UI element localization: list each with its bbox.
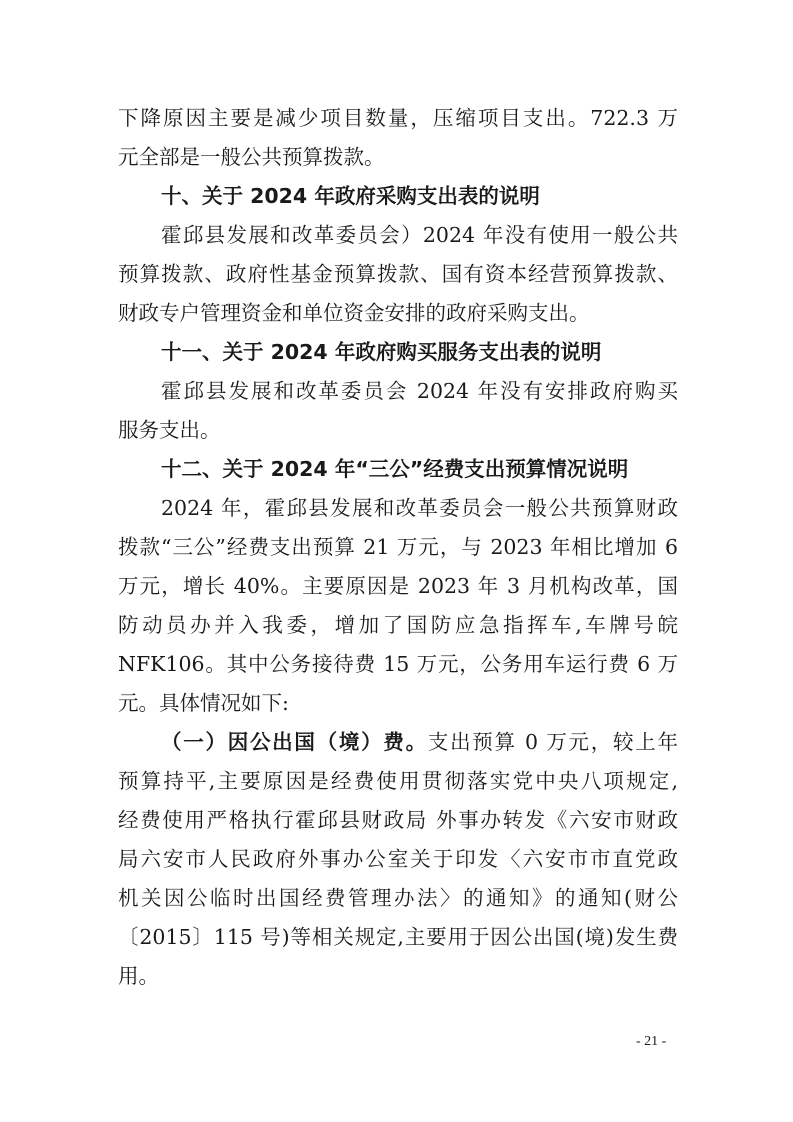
section-heading-12: 十二、关于 2024 年“三公”经费支出预算情况说明 [161,457,629,481]
body-text-run: 支出预算 0 万元，较上年 [427,730,678,754]
section-heading-11: 十一、关于 2024 年政府购买服务支出表的说明 [161,340,602,364]
body-text-line: 财政专户管理资金和单位资金安排的政府采购支出。 [118,301,590,325]
body-text-line: 用。 [118,964,159,988]
body-text-line: 2024 年，霍邱县发展和改革委员会一般公共预算财政 [161,496,678,520]
body-text-line: 服务支出。 [118,418,221,442]
subsection-paragraph-first-line [161,726,678,758]
body-text-line: 局六安市人民政府外事办公室关于印发〈六安市市直党政 [118,847,678,871]
subsection-heading-1: （一）因公出国（境）费。 [161,730,428,754]
body-text-line: 机关因公临时出国经费管理办法〉的通知》的通知(财公 [118,886,678,910]
body-text-line: 霍邱县发展和改革委员会 2024 年没有安排政府购买 [161,379,678,403]
body-text-line: 下降原因主要是减少项目数量，压缩项目支出。722.3 万 [118,106,678,130]
body-text-line: 〔2015〕115 号)等相关规定,主要用于因公出国(境)发生费 [118,925,678,949]
body-text-line: 元。具体情况如下: [118,691,289,715]
body-text-line: 经费使用严格执行霍邱县财政局 外事办转发《六安市财政 [118,808,678,832]
body-text-line: 防动员办并入我委，增加了国防应急指挥车,车牌号皖 [118,613,678,637]
body-text-line: 预算拨款、政府性基金预算拨款、国有资本经营预算拨款、 [118,262,678,286]
section-heading-10: 十、关于 2024 年政府采购支出表的说明 [161,184,540,208]
body-text-line: 万元，增长 40%。主要原因是 2023 年 3 月机构改革，国 [118,574,678,598]
body-text-line: 霍邱县发展和改革委员会）2024 年没有使用一般公共 [161,223,678,247]
page-number: - 21 - [636,1034,667,1049]
body-text-line: 预算持平,主要原因是经费使用贯彻落实党中央八项规定, [118,769,678,793]
body-text-line: 拨款“三公”经费支出预算 21 万元，与 2023 年相比增加 6 [118,535,678,559]
body-text-line: NFK106。其中公务接待费 15 万元，公务用车运行费 6 万 [118,652,678,676]
body-text-line: 元全部是一般公共预算拨款。 [118,145,385,169]
